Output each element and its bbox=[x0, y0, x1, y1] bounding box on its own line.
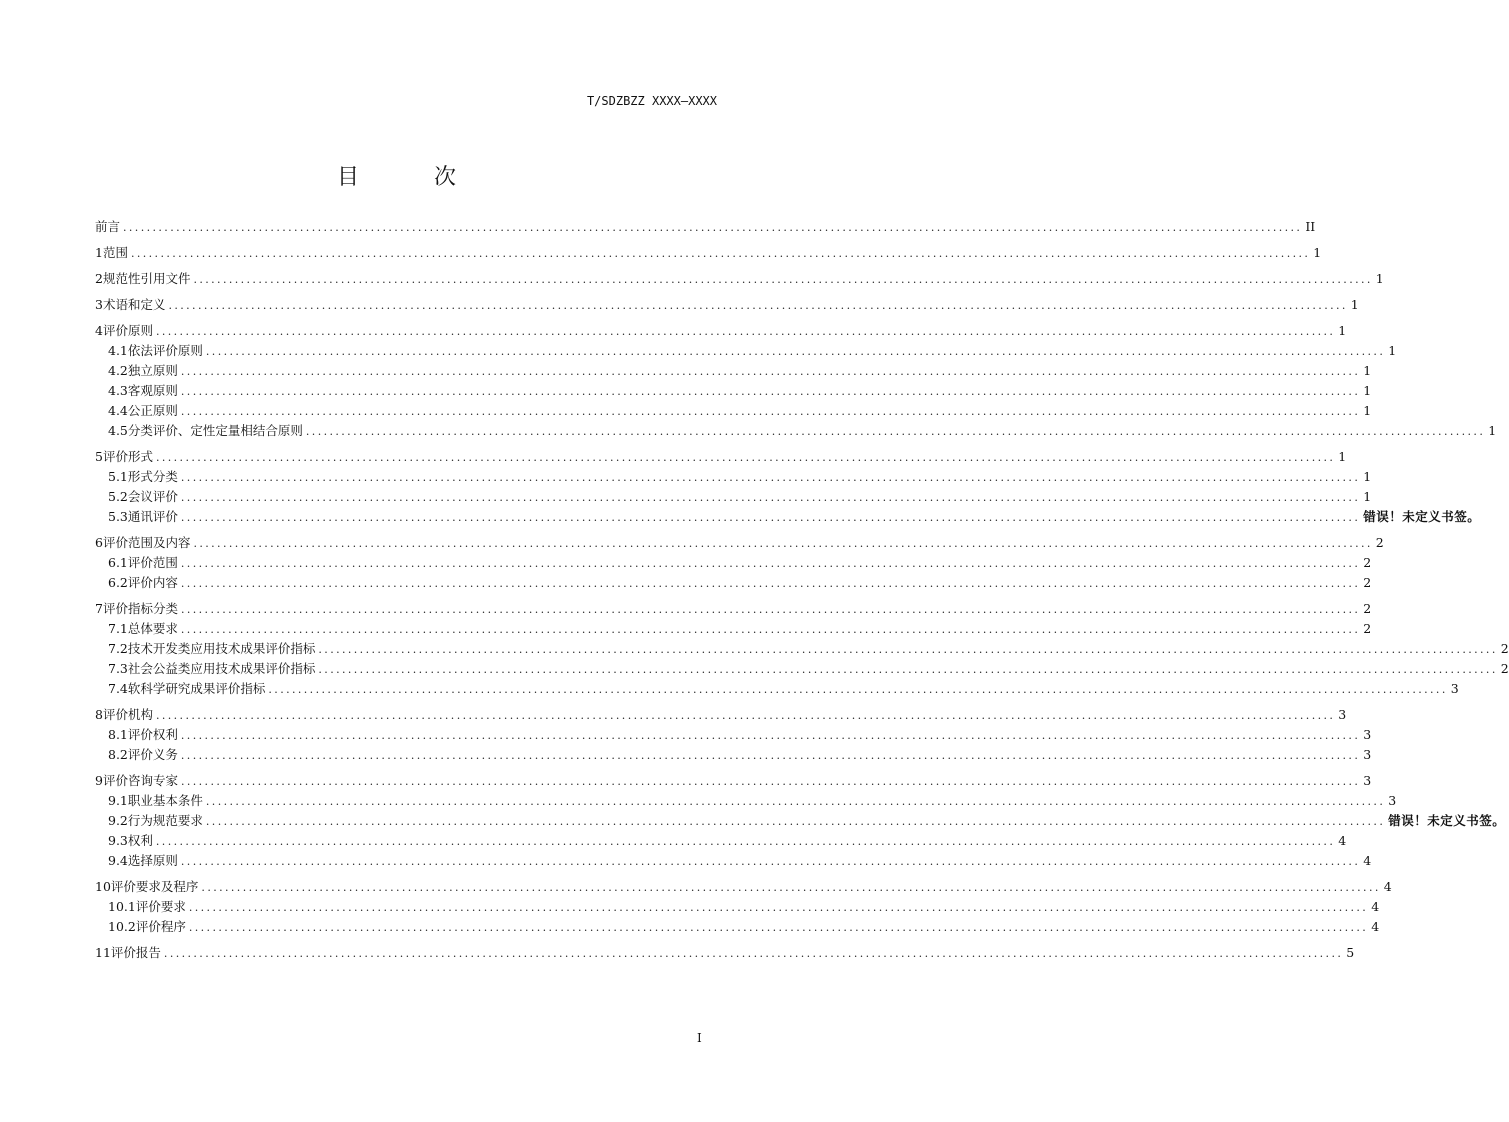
toc-entry-page: 3 bbox=[1363, 727, 1372, 742]
toc-dot-leader: ........................................................................................................................................................................................................ bbox=[130, 247, 1311, 260]
toc-entry-title: 公正原则 bbox=[127, 403, 178, 418]
toc-entry-page: 4 bbox=[1338, 833, 1347, 848]
toc-entry-number: 6.1 bbox=[108, 555, 128, 570]
toc-entry-title: 通讯评价 bbox=[127, 509, 178, 524]
toc-entry[interactable] bbox=[95, 217, 1316, 237]
toc-entry-page: 1 bbox=[1338, 323, 1347, 338]
toc-dot-leader: ........................................................................................................................................................................................................ bbox=[205, 795, 1386, 808]
toc-dot-leader: ........................................................................................................................................................................................................ bbox=[180, 557, 1361, 570]
toc-entry-number: 6.2 bbox=[108, 575, 128, 590]
toc-entry-title: 技术开发类应用技术成果评价指标 bbox=[127, 641, 316, 656]
toc-entry-page: 4 bbox=[1371, 919, 1380, 934]
toc-entry-page: 1 bbox=[1338, 449, 1347, 464]
toc-entry-page: 2 bbox=[1363, 555, 1372, 570]
toc-dot-leader: ........................................................................................................................................................................................................ bbox=[180, 855, 1361, 868]
toc-entry-page: 1 bbox=[1388, 343, 1397, 358]
toc-entry-title: 社会公益类应用技术成果评价指标 bbox=[127, 661, 316, 676]
toc-dot-leader: ........................................................................................................................................................................................................ bbox=[268, 683, 1448, 696]
toc-entry-page: 1 bbox=[1488, 423, 1497, 438]
toc-dot-leader: ........................................................................................................................................................................................................ bbox=[123, 221, 1303, 234]
toc-entry-number: 9.2 bbox=[108, 813, 128, 828]
toc-dot-leader: ........................................................................................................................................................................................................ bbox=[168, 299, 1348, 312]
toc-entry-title: 选择原则 bbox=[127, 853, 178, 868]
toc-entry[interactable] bbox=[95, 507, 1481, 527]
toc-entry-title: 形式分类 bbox=[127, 469, 178, 484]
toc-entry[interactable] bbox=[95, 243, 1322, 263]
toc-entry[interactable] bbox=[95, 851, 1372, 871]
toc-entry[interactable] bbox=[95, 831, 1347, 851]
toc-entry-page: 1 bbox=[1350, 297, 1359, 312]
toc-entry-number: 10.1 bbox=[108, 899, 136, 914]
toc-dot-leader: ........................................................................................................................................................................................................ bbox=[180, 405, 1361, 418]
toc-entry[interactable] bbox=[95, 269, 1384, 289]
toc-entry-page: 4 bbox=[1383, 879, 1392, 894]
toc-entry[interactable] bbox=[95, 771, 1372, 791]
toc-entry-number: 10 bbox=[95, 879, 111, 894]
toc-entry-page: 4 bbox=[1363, 853, 1372, 868]
toc-entry[interactable] bbox=[95, 381, 1372, 401]
toc-entry-title: 独立原则 bbox=[127, 363, 178, 378]
toc-entry[interactable] bbox=[95, 877, 1392, 897]
toc-entry-title: 评价内容 bbox=[127, 575, 178, 590]
toc-entry[interactable] bbox=[95, 659, 1509, 679]
toc-entry-title: 术语和定义 bbox=[102, 297, 166, 312]
toc-entry[interactable] bbox=[95, 811, 1506, 831]
toc-entry-number: 5.1 bbox=[108, 469, 128, 484]
toc-dot-leader: ........................................................................................................................................................................................................ bbox=[180, 577, 1361, 590]
toc-entry-page: 2 bbox=[1500, 661, 1509, 676]
toc-entry-number: 3 bbox=[95, 297, 103, 312]
toc-dot-leader: ........................................................................................................................................................................................................ bbox=[305, 425, 1486, 438]
toc-entry-page: 1 bbox=[1363, 383, 1372, 398]
toc-entry-number: 7 bbox=[95, 601, 103, 616]
toc-entry-page: 1 bbox=[1363, 403, 1372, 418]
toc-dot-leader: ........................................................................................................................................................................................................ bbox=[180, 603, 1361, 616]
toc-entry-page: 1 bbox=[1313, 245, 1322, 260]
toc-dot-leader: ........................................................................................................................................................................................................ bbox=[180, 749, 1361, 762]
toc-entry-page: 2 bbox=[1375, 535, 1384, 550]
toc-entry-number: 5.2 bbox=[108, 489, 128, 504]
toc-entry-title: 范围 bbox=[102, 245, 128, 260]
toc-entry-title: 会议评价 bbox=[127, 489, 178, 504]
toc-entry[interactable] bbox=[95, 321, 1347, 341]
toc-entry-title: 评价咨询专家 bbox=[102, 773, 178, 788]
toc-entry-number: 11 bbox=[95, 945, 111, 960]
toc-entry[interactable] bbox=[95, 295, 1359, 315]
toc-entry-number: 7.3 bbox=[108, 661, 128, 676]
toc-entry-page: II bbox=[1305, 219, 1316, 234]
toc-dot-leader: ........................................................................................................................................................................................................ bbox=[201, 881, 1381, 894]
toc-entry-page: 1 bbox=[1363, 489, 1372, 504]
page-number: I bbox=[697, 1031, 702, 1045]
toc-dot-leader: ........................................................................................................................................................................................................ bbox=[180, 511, 1361, 524]
toc-entry-page: 错误！未定义书签。 bbox=[1388, 813, 1506, 828]
toc-entry-title: 职业基本条件 bbox=[127, 793, 203, 808]
toc-entry-page: 4 bbox=[1371, 899, 1380, 914]
table-of-contents bbox=[95, 217, 1509, 963]
toc-entry[interactable] bbox=[95, 361, 1372, 381]
toc-entry-page: 1 bbox=[1363, 363, 1372, 378]
toc-entry-number: 7.1 bbox=[108, 621, 128, 636]
toc-entry-page: 2 bbox=[1363, 601, 1372, 616]
toc-entry-page: 3 bbox=[1450, 681, 1459, 696]
toc-entry-page: 2 bbox=[1500, 641, 1509, 656]
toc-entry-title: 评价范围及内容 bbox=[102, 535, 191, 550]
toc-entry-number: 5.3 bbox=[108, 509, 128, 524]
toc-dot-leader: ........................................................................................................................................................................................................ bbox=[155, 325, 1336, 338]
toc-entry-title: 评价程序 bbox=[135, 919, 186, 934]
toc-entry-number: 2 bbox=[95, 271, 103, 286]
toc-dot-leader: ........................................................................................................................................................................................................ bbox=[155, 709, 1336, 722]
toc-entry-title: 软科学研究成果评价指标 bbox=[127, 681, 266, 696]
toc-dot-leader: ........................................................................................................................................................................................................ bbox=[180, 729, 1361, 742]
toc-entry-title: 依法评价原则 bbox=[127, 343, 203, 358]
toc-entry-number: 4.2 bbox=[108, 363, 128, 378]
toc-entry-number: 10.2 bbox=[108, 919, 136, 934]
toc-entry-title: 总体要求 bbox=[127, 621, 178, 636]
toc-entry-number: 8 bbox=[95, 707, 103, 722]
toc-entry-title: 行为规范要求 bbox=[127, 813, 203, 828]
toc-entry[interactable] bbox=[95, 791, 1397, 811]
toc-entry-number: 4.3 bbox=[108, 383, 128, 398]
toc-dot-leader: ........................................................................................................................................................................................................ bbox=[188, 921, 1369, 934]
toc-entry-number: 1 bbox=[95, 245, 103, 260]
toc-entry[interactable] bbox=[95, 599, 1372, 619]
toc-entry-number: 9.1 bbox=[108, 793, 128, 808]
toc-entry-page: 错误！未定义书签。 bbox=[1363, 509, 1481, 524]
toc-entry-page: 2 bbox=[1363, 575, 1372, 590]
toc-entry-page: 3 bbox=[1338, 707, 1347, 722]
toc-entry[interactable] bbox=[95, 467, 1372, 487]
toc-dot-leader: ........................................................................................................................................................................................................ bbox=[205, 815, 1386, 828]
toc-entry-page: 3 bbox=[1363, 773, 1372, 788]
toc-entry-page: 5 bbox=[1346, 945, 1355, 960]
toc-entry-number: 5 bbox=[95, 449, 103, 464]
toc-entry-title: 评价原则 bbox=[102, 323, 153, 338]
toc-dot-leader: ........................................................................................................................................................................................................ bbox=[193, 537, 1373, 550]
toc-entry-title: 客观原则 bbox=[127, 383, 178, 398]
toc-entry[interactable] bbox=[95, 943, 1355, 963]
toc-dot-leader: ........................................................................................................................................................................................................ bbox=[155, 835, 1336, 848]
toc-entry-number: 7.2 bbox=[108, 641, 128, 656]
toc-entry-title: 评价机构 bbox=[102, 707, 153, 722]
toc-entry[interactable] bbox=[95, 447, 1347, 467]
toc-dot-leader: ........................................................................................................................................................................................................ bbox=[180, 623, 1361, 636]
toc-entry-title: 评价指标分类 bbox=[102, 601, 178, 616]
toc-entry-number: 4.1 bbox=[108, 343, 128, 358]
toc-entry-number: 4 bbox=[95, 323, 103, 338]
toc-entry[interactable] bbox=[95, 573, 1372, 593]
toc-dot-leader: ........................................................................................................................................................................................................ bbox=[318, 663, 1498, 676]
toc-entry[interactable] bbox=[95, 725, 1372, 745]
toc-dot-leader: ........................................................................................................................................................................................................ bbox=[180, 365, 1361, 378]
toc-dot-leader: ........................................................................................................................................................................................................ bbox=[205, 345, 1386, 358]
toc-entry-title: 规范性引用文件 bbox=[102, 271, 191, 286]
toc-entry[interactable] bbox=[95, 897, 1380, 917]
toc-entry[interactable] bbox=[95, 745, 1372, 765]
toc-entry-page: 3 bbox=[1388, 793, 1397, 808]
toc-entry-title: 评价要求 bbox=[135, 899, 186, 914]
toc-entry-number: 6 bbox=[95, 535, 103, 550]
toc-entry[interactable] bbox=[95, 705, 1347, 725]
toc-entry-number: 4.5 bbox=[108, 423, 128, 438]
toc-dot-leader: ........................................................................................................................................................................................................ bbox=[180, 775, 1361, 788]
toc-entry[interactable] bbox=[95, 553, 1372, 573]
toc-entry[interactable] bbox=[95, 619, 1372, 639]
toc-dot-leader: ........................................................................................................................................................................................................ bbox=[188, 901, 1369, 914]
toc-entry-number: 9 bbox=[95, 773, 103, 788]
toc-entry-page: 1 bbox=[1363, 469, 1372, 484]
toc-entry[interactable] bbox=[95, 487, 1372, 507]
toc-entry[interactable] bbox=[95, 401, 1372, 421]
toc-entry-page: 2 bbox=[1363, 621, 1372, 636]
document-code: T/SDZBZZ XXXX—XXXX bbox=[586, 94, 717, 108]
toc-entry-number: 8.2 bbox=[108, 747, 128, 762]
toc-entry-title: 权利 bbox=[127, 833, 153, 848]
toc-entry-number: 9.4 bbox=[108, 853, 128, 868]
toc-dot-leader: ........................................................................................................................................................................................................ bbox=[163, 947, 1344, 960]
toc-entry-title: 评价范围 bbox=[127, 555, 178, 570]
toc-entry[interactable] bbox=[95, 679, 1459, 699]
toc-entry-title: 评价权利 bbox=[127, 727, 178, 742]
toc-entry-title: 前言 bbox=[95, 219, 121, 234]
toc-entry-title: 评价义务 bbox=[127, 747, 178, 762]
toc-entry-number: 9.3 bbox=[108, 833, 128, 848]
toc-entry[interactable] bbox=[95, 533, 1384, 553]
toc-dot-leader: ........................................................................................................................................................................................................ bbox=[180, 491, 1361, 504]
toc-entry[interactable] bbox=[95, 341, 1397, 361]
page-title: 目 次 bbox=[337, 165, 490, 190]
toc-entry-title: 评价报告 bbox=[110, 945, 161, 960]
toc-entry-title: 分类评价、定性定量相结合原则 bbox=[127, 423, 303, 438]
toc-entry-page: 3 bbox=[1363, 747, 1372, 762]
toc-entry-number: 8.1 bbox=[108, 727, 128, 742]
toc-entry-title: 评价要求及程序 bbox=[110, 879, 199, 894]
toc-dot-leader: ........................................................................................................................................................................................................ bbox=[155, 451, 1336, 464]
toc-entry-title: 评价形式 bbox=[102, 449, 153, 464]
toc-dot-leader: ........................................................................................................................................................................................................ bbox=[180, 385, 1361, 398]
toc-entry-number: 7.4 bbox=[108, 681, 128, 696]
toc-entry[interactable] bbox=[95, 421, 1497, 441]
toc-entry[interactable] bbox=[95, 639, 1509, 659]
toc-entry-page: 1 bbox=[1375, 271, 1384, 286]
toc-entry[interactable] bbox=[95, 917, 1380, 937]
toc-dot-leader: ........................................................................................................................................................................................................ bbox=[318, 643, 1498, 656]
toc-dot-leader: ........................................................................................................................................................................................................ bbox=[180, 471, 1361, 484]
toc-entry-number: 4.4 bbox=[108, 403, 128, 418]
toc-dot-leader: ........................................................................................................................................................................................................ bbox=[193, 273, 1373, 286]
